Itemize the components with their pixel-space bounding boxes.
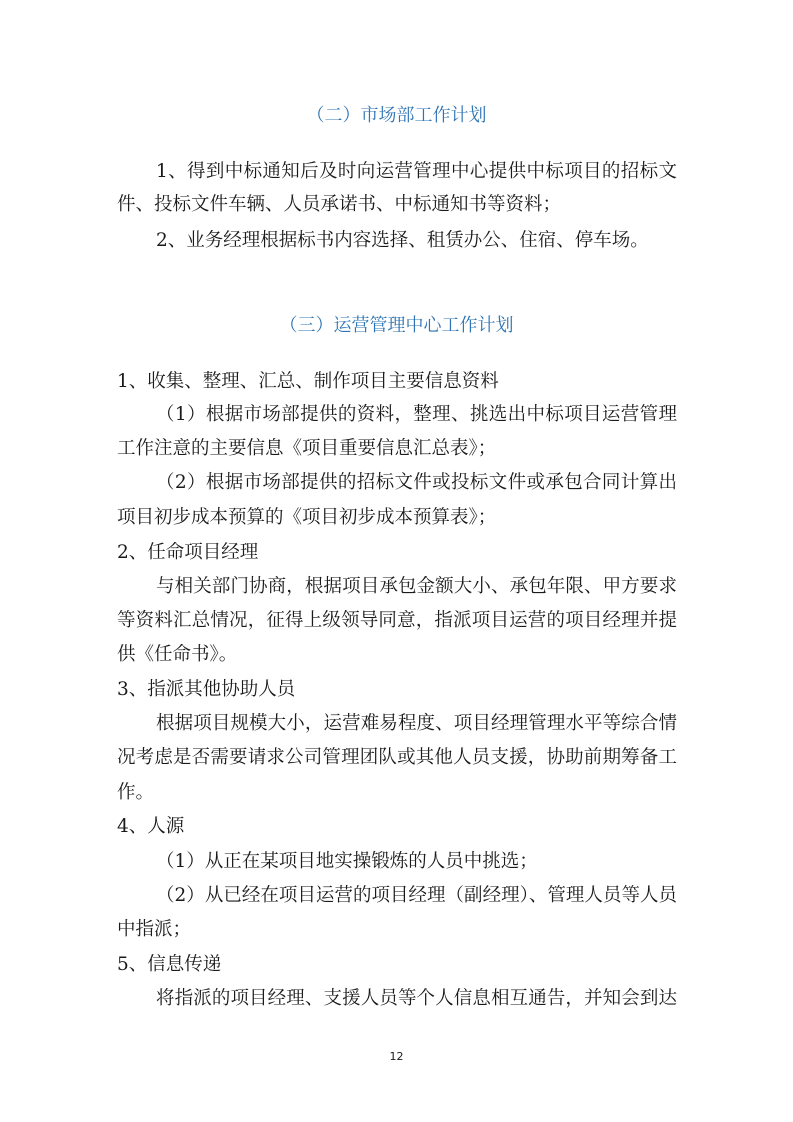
list-item-heading: 5、信息传递 xyxy=(117,954,222,975)
page-number: 12 xyxy=(389,1050,404,1063)
paragraph-line: 等资料汇总情况，征得上级领导同意，指派项目运营的项目经理并提 xyxy=(117,610,677,631)
list-item-heading: 4、人源 xyxy=(117,816,185,837)
paragraph-line: 件、投标文件车辆、人员承诺书、中标通知书等资料； xyxy=(117,194,562,215)
paragraph-line: 将指派的项目经理、支援人员等个人信息相互通告，并知会到达 xyxy=(156,988,677,1009)
paragraph-line: （1）根据市场部提供的资料，整理、挑选出中标项目运营管理 xyxy=(156,404,677,425)
paragraph-line: 根据项目规模大小，运营难易程度、项目经理管理水平等综合情 xyxy=(156,713,677,734)
list-item-heading: 3、指派其他协助人员 xyxy=(117,679,296,700)
paragraph-line: 项目初步成本预算的《项目初步成本预算表》； xyxy=(117,507,497,528)
paragraph-line: 1、得到中标通知后及时向运营管理中心提供中标项目的招标文 xyxy=(156,161,677,182)
paragraph-line: （2）根据市场部提供的招标文件或投标文件或承包合同计算出 xyxy=(156,472,677,493)
paragraph-line: 与相关部门协商，根据项目承包金额大小、承包年限、甲方要求 xyxy=(156,576,677,597)
list-item-heading: 1、收集、整理、汇总、制作项目主要信息资料 xyxy=(117,371,499,392)
paragraph-line: 作。 xyxy=(117,782,155,803)
paragraph-line: 况考虑是否需要请求公司管理团队或其他人员支援，协助前期筹备工 xyxy=(117,747,677,768)
section-heading-operations: （三）运营管理中心工作计划 xyxy=(279,315,514,336)
paragraph-line: 2、业务经理根据标书内容选择、租赁办公、住宿、停车场。 xyxy=(156,230,649,251)
paragraph-line: （2）从已经在项目运营的项目经理（副经理）、管理人员等人员 xyxy=(156,885,677,906)
section-heading-market: （二）市场部工作计划 xyxy=(306,105,487,126)
list-item-heading: 2、任命项目经理 xyxy=(117,542,259,563)
paragraph-line: 中指派； xyxy=(117,919,192,940)
paragraph-line: 工作注意的主要信息《项目重要信息汇总表》； xyxy=(117,438,497,459)
paragraph-line: 供《任命书》。 xyxy=(117,644,238,665)
paragraph-line: （1）从正在某项目地实操锻炼的人员中挑选； xyxy=(156,851,538,872)
